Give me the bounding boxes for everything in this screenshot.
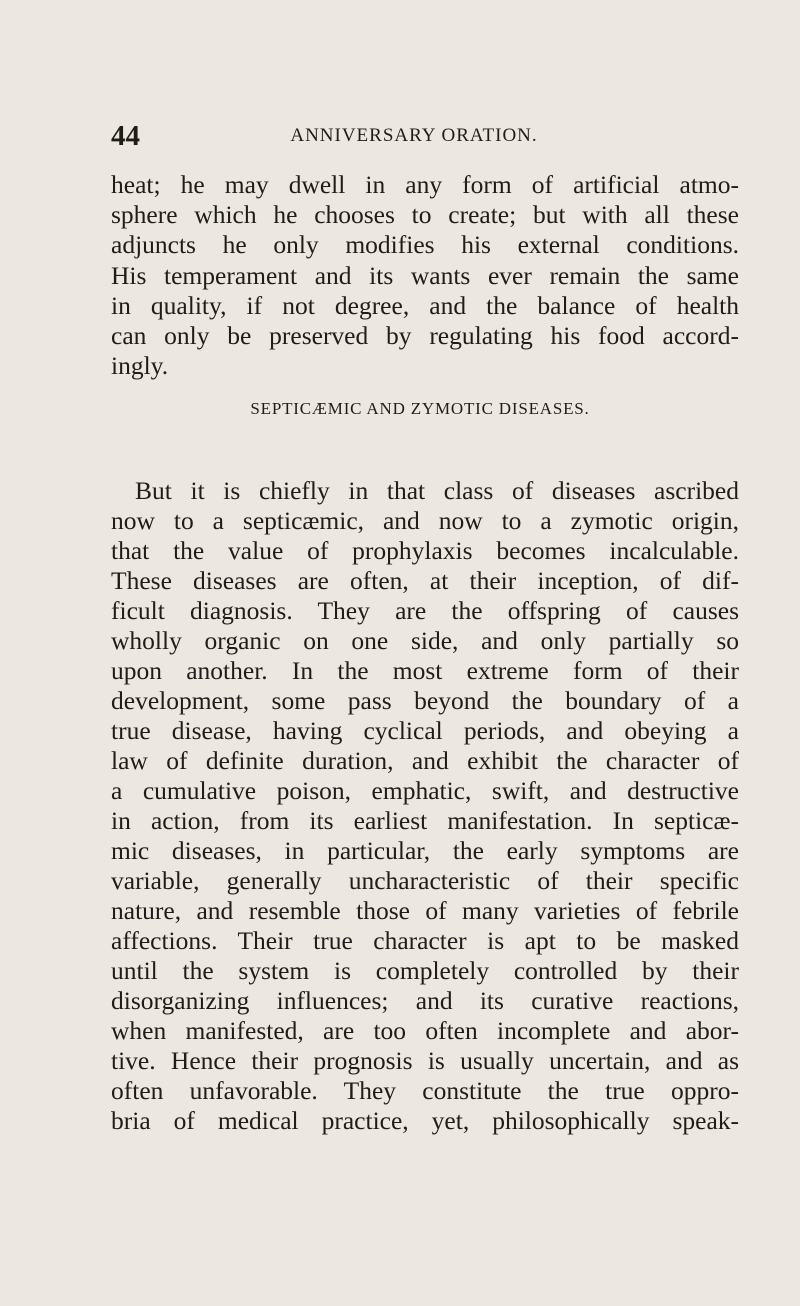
text-line: in action, from its earliest manifestation. In septicæ-	[111, 806, 739, 835]
text-line: ficult diagnosis. They are the offspring of causes	[111, 596, 739, 625]
text-line: law of definite duration, and exhibit the character of	[111, 746, 739, 775]
text-line: development, some pass beyond the boundary of a	[111, 686, 739, 715]
text-line: ingly.	[111, 351, 169, 380]
text-line: mic diseases, in particular, the early symptoms are	[111, 836, 739, 865]
text-line: variable, generally uncharacteristic of their specific	[111, 866, 739, 895]
text-line: affections. Their true character is apt to be masked	[111, 926, 739, 955]
text-line: until the system is completely controlled by their	[111, 956, 739, 985]
text-line: when manifested, are too often incomplete and abor-	[111, 1016, 739, 1045]
text-line: nature, and resemble those of many varieties of febrile	[111, 896, 739, 925]
section-heading: SEPTICÆMIC AND ZYMOTIC DISEASES.	[250, 399, 590, 418]
text-line: often unfavorable. They constitute the true oppro-	[111, 1076, 739, 1105]
text-line: But it is chiefly in that class of diseases ascribed	[135, 476, 739, 505]
text-line: wholly organic on one side, and only partially so	[111, 626, 739, 655]
text-line: now to a septicæmic, and now to a zymotic origin,	[111, 506, 739, 535]
text-line: tive. Hence their prognosis is usually uncertain, and as	[111, 1046, 739, 1075]
text-line: adjuncts he only modifies his external conditions.	[111, 230, 739, 259]
text-line: bria of medical practice, yet, philosophically speak-	[111, 1106, 739, 1135]
text-line: upon another. In the most extreme form of their	[111, 656, 739, 685]
text-line: heat; he may dwell in any form of artificial atmo-	[111, 170, 739, 199]
page-number: 44	[111, 120, 140, 152]
text-line: a cumulative poison, emphatic, swift, and destructive	[111, 776, 739, 805]
text-line: disorganizing influences; and its curative reactions,	[111, 986, 739, 1015]
text-line: can only be preserved by regulating his food accord-	[111, 321, 739, 350]
text-line: in quality, if not degree, and the balance of health	[111, 291, 739, 320]
text-line: that the value of prophylaxis becomes incalculable.	[111, 536, 739, 565]
text-line: true disease, having cyclical periods, and obeying a	[111, 716, 739, 745]
running-title: ANNIVERSARY ORATION.	[290, 125, 538, 146]
text-line: sphere which he chooses to create; but with all these	[111, 200, 739, 229]
text-line: His temperament and its wants ever remain the same	[111, 261, 739, 290]
text-line: These diseases are often, at their inception, of dif-	[111, 566, 739, 595]
